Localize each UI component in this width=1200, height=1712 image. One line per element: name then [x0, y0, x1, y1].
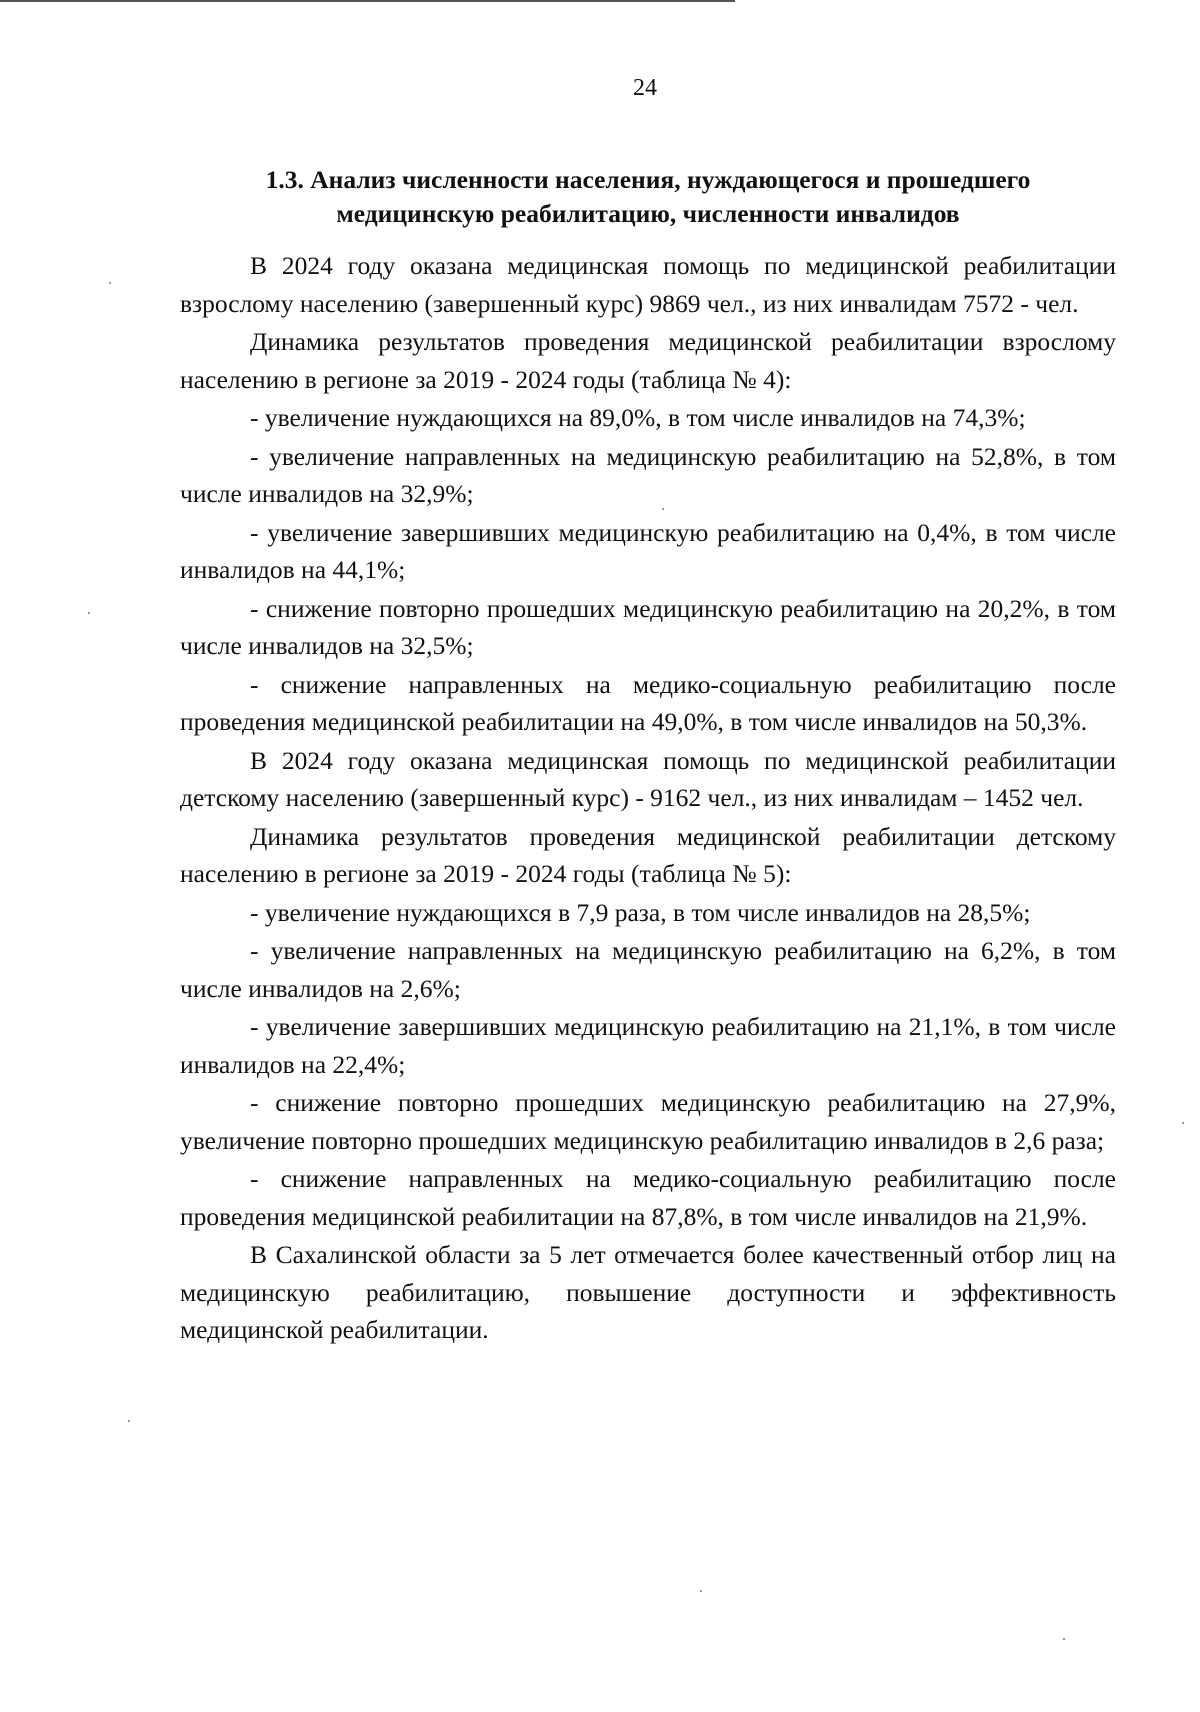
list-item-child-repeated: - снижение повторно прошедших медицинскую реабилитацию на 27,9%, увеличение повторно прошедших медицинскую реабилитацию инвалидов в 2,6 раза; — [180, 1088, 1116, 1155]
document-body — [180, 163, 1116, 1350]
section-heading — [180, 163, 1116, 231]
list-item-adult-repeated: - снижение повторно прошедших медицинскую реабилитацию на 20,2%, в том числе инвалидов на 32,5%; — [180, 593, 1116, 660]
list-item-adult-completed: - увеличение завершивших медицинскую реабилитацию на 0,4%, в том числе инвалидов на 44,1%; — [180, 517, 1116, 584]
list-item-child-needing: - увеличение нуждающихся в 7,9 раза, в том числе инвалидов на 28,5%; — [250, 897, 1031, 927]
list-item-child-medsocial: - снижение направленных на медико-социальную реабилитацию после проведения медицинской реабилитации на 87,8%, в том числе инвалидов на 21,9%. — [180, 1164, 1116, 1231]
paragraph-conclusion: В Сахалинской области за 5 лет отмечается более качественный отбор лиц на медицинскую реабилитацию, повышение доступности и эффективность медицинской реабилитации. — [180, 1240, 1116, 1344]
scan-edge-line — [0, 0, 735, 2]
scan-speck — [700, 1590, 702, 1592]
section-heading-line-2: медицинскую реабилитацию, численности инвалидов — [336, 199, 960, 228]
scan-speck — [88, 612, 90, 614]
list-item-adult-needing: - увеличение нуждающихся на 89,0%, в том числе инвалидов на 74,3%; — [250, 403, 1026, 432]
list-item-child-referred: - увеличение направленных на медицинскую реабилитацию на 6,2%, в том числе инвалидов на 2,6%; — [180, 936, 1116, 1003]
section-heading-line-1: 1.3. Анализ численности населения, нуждающегося и прошедшего — [265, 165, 1031, 194]
paragraph-adult-summary: В 2024 году оказана медицинская помощь по медицинской реабилитации взрослому населению (завершенный курс) 9869 чел., из них инвалидам 7572 - чел. — [180, 251, 1116, 318]
scan-speck — [1182, 1122, 1184, 1124]
list-item-child-completed: - увеличение завершивших медицинскую реабилитацию на 21,1%, в том числе инвалидов на 22,4%; — [180, 1012, 1116, 1079]
list-item-adult-medsocial: - снижение направленных на медико-социальную реабилитацию после проведения медицинской реабилитации на 49,0%, в том числе инвалидов на 50,3%. — [180, 669, 1116, 736]
scan-speck — [128, 1420, 130, 1422]
paragraph-adult-dynamics: Динамика результатов проведения медицинской реабилитации взрослому населению в регионе за 2019 - 2024 годы (таблица № 4): — [180, 327, 1116, 394]
list-item-adult-referred: - увеличение направленных на медицинскую реабилитацию на 52,8%, в том числе инвалидов на 32,9%; — [180, 441, 1116, 508]
paragraph-child-dynamics: Динамика результатов проведения медицинской реабилитации детскому населению в регионе за 2019 - 2024 годы (таблица № 5): — [180, 821, 1116, 888]
scan-speck — [109, 282, 111, 284]
paragraph-child-summary: В 2024 году оказана медицинская помощь по медицинской реабилитации детскому населению (завершенный курс) - 9162 чел., из них инвалидам – 1452 чел. — [180, 745, 1116, 812]
scan-speck — [1063, 1638, 1065, 1640]
scan-speck — [662, 508, 664, 510]
page-number: 24 — [633, 75, 657, 101]
